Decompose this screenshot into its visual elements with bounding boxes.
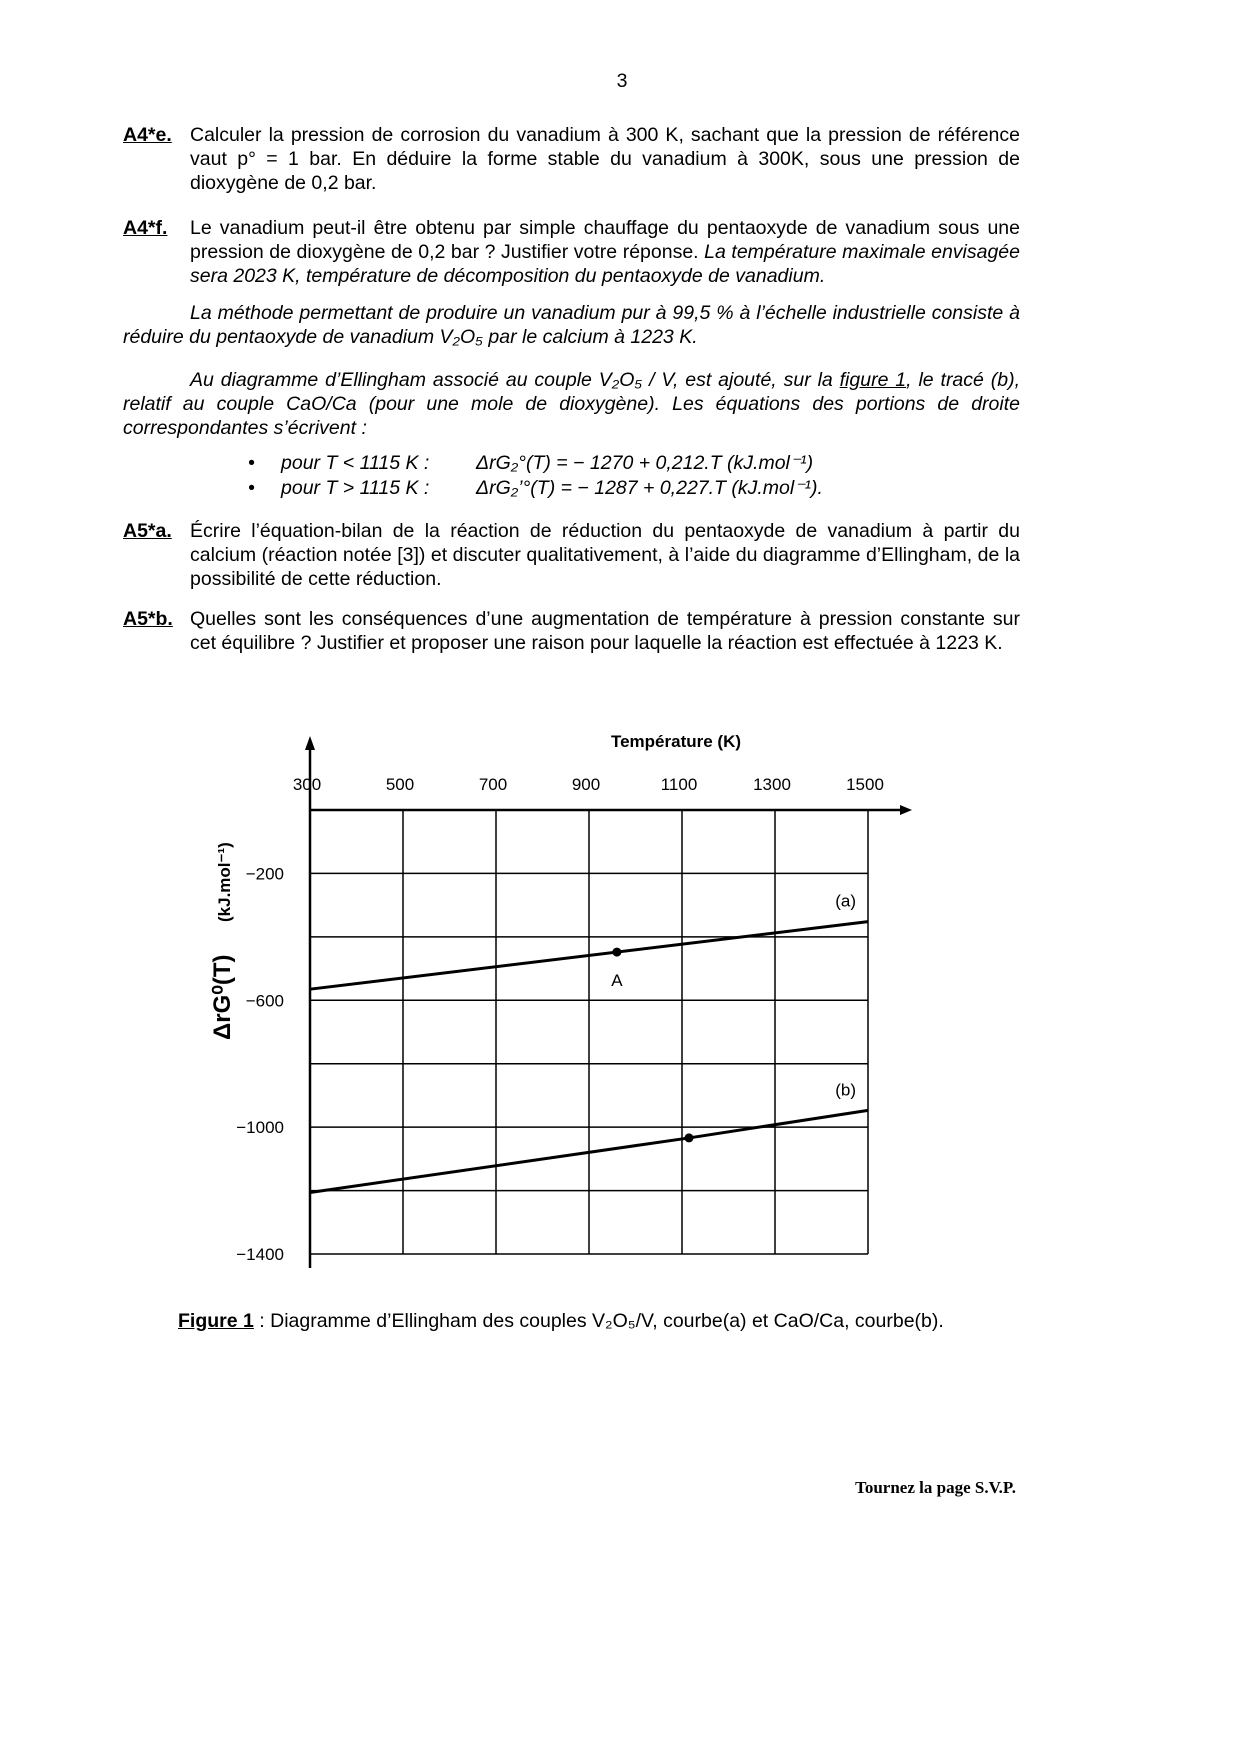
series-label: (a) — [835, 891, 856, 911]
y-tick-label: −1000 — [236, 1118, 284, 1138]
y-tick-label: −1400 — [236, 1245, 284, 1264]
figure-caption — [178, 1310, 944, 1333]
bullet-icon: • — [248, 477, 255, 499]
x-tick-label: 500 — [385, 775, 415, 794]
question-label: A5*a. — [123, 520, 172, 542]
bullet-condition: pour T > 1115 K : — [281, 477, 430, 499]
paragraph-method: La méthode permettant de produire un vanadium pur à 99,5 % à l’échelle industrielle consiste à réduire du pentaoxyde de vanadium V₂O₅ par le calcium à 1223 K. — [123, 302, 1020, 348]
y-tick-label: −600 — [245, 991, 284, 1011]
question-a4e — [123, 123, 1020, 195]
series-label: (b) — [835, 1080, 856, 1100]
question-label: A5*b. — [123, 608, 173, 630]
x-tick-label: 1300 — [753, 775, 791, 794]
question-a5a — [123, 519, 1020, 591]
x-tick-label: 1500 — [846, 775, 884, 794]
question-a4f — [123, 216, 1020, 288]
ellingham-chart — [190, 720, 930, 1290]
question-text-italic: La température maximale envisagée sera 2023 K, température de décomposition du pentaoxyde de vanadium. — [190, 241, 1021, 287]
y-axis-label: ΔrG⁰(T) — [209, 954, 236, 1040]
x-axis-label: Température (K) — [610, 732, 742, 751]
point-label: A — [611, 971, 623, 991]
caption-label: Figure 1 — [178, 1310, 254, 1332]
question-label: A4*e. — [123, 124, 172, 146]
caption-text: : Diagramme d’Ellingham des couples V₂O₅/V, courbe(a) et CaO/Ca, courbe(b). — [253, 1310, 944, 1332]
footer-note: Tournez la page S.V.P. — [855, 1478, 1016, 1497]
paragraph-text: , le tracé (b), relatif au couple CaO/Ca (pour une mole de dioxygène). Les équations des portions de droite correspondantes s’écrivent : — [123, 369, 1021, 439]
question-label: A4*f. — [123, 217, 168, 239]
y-axis-unit: (kJ.mol⁻¹) — [215, 842, 234, 922]
x-tick-label: 700 — [478, 775, 508, 794]
x-tick-label: 1100 — [660, 775, 698, 794]
bullet-equation: ΔrG₂°(T) = − 1270 + 0,212.T (kJ.mol⁻¹) — [476, 452, 814, 474]
page-number: 3 — [616, 70, 628, 92]
question-text: Écrire l’équation-bilan de la réaction de réduction du pentaoxyde de vanadium à partir du calcium (réaction notée [3]) et discuter qualitativement, à l’aide du diagramme d’Ellingham, de la possibilité de cette réduction. — [190, 520, 1020, 590]
data-point — [684, 1133, 693, 1142]
x-tick-label: 900 — [571, 775, 601, 794]
bullet-condition: pour T < 1115 K : — [281, 452, 430, 474]
bullet-icon: • — [248, 452, 255, 474]
question-text: Calculer la pression de corrosion du vanadium à 300 K, sachant que la pression de référence vaut p° = 1 bar. En déduire la forme stable du vanadium à 300K, sous une pression de dioxygène de 0,2 bar. — [190, 124, 1020, 194]
data-point — [612, 948, 621, 957]
figure-link[interactable]: figure 1 — [839, 369, 907, 391]
y-tick-label: −200 — [245, 864, 284, 884]
question-text — [190, 216, 1020, 288]
paragraph-ellingham — [123, 368, 1020, 440]
question-text: Quelles sont les conséquences d’une augmentation de température à pression constante sur cet équilibre ? Justifier et proposer une raison pour laquelle la réaction est effectuée à 1223 K. — [190, 608, 1020, 654]
x-axis-arrow-icon — [900, 805, 912, 815]
y-axis-arrow-icon — [305, 736, 315, 750]
x-tick-label: 300 — [292, 775, 322, 794]
question-text-plain: Le vanadium peut-il être obtenu par simple chauffage du pentaoxyde de vanadium sous une pression de dioxygène de 0,2 bar ? Justifier votre réponse. — [190, 217, 1020, 263]
bullet-equation: ΔrG₂’°(T) = − 1287 + 0,227.T (kJ.mol⁻¹). — [476, 477, 823, 499]
paragraph-text: Au diagramme d’Ellingham associé au couple V₂O₅ / V, est ajouté, sur la — [190, 369, 840, 391]
question-a5b — [123, 607, 1020, 655]
